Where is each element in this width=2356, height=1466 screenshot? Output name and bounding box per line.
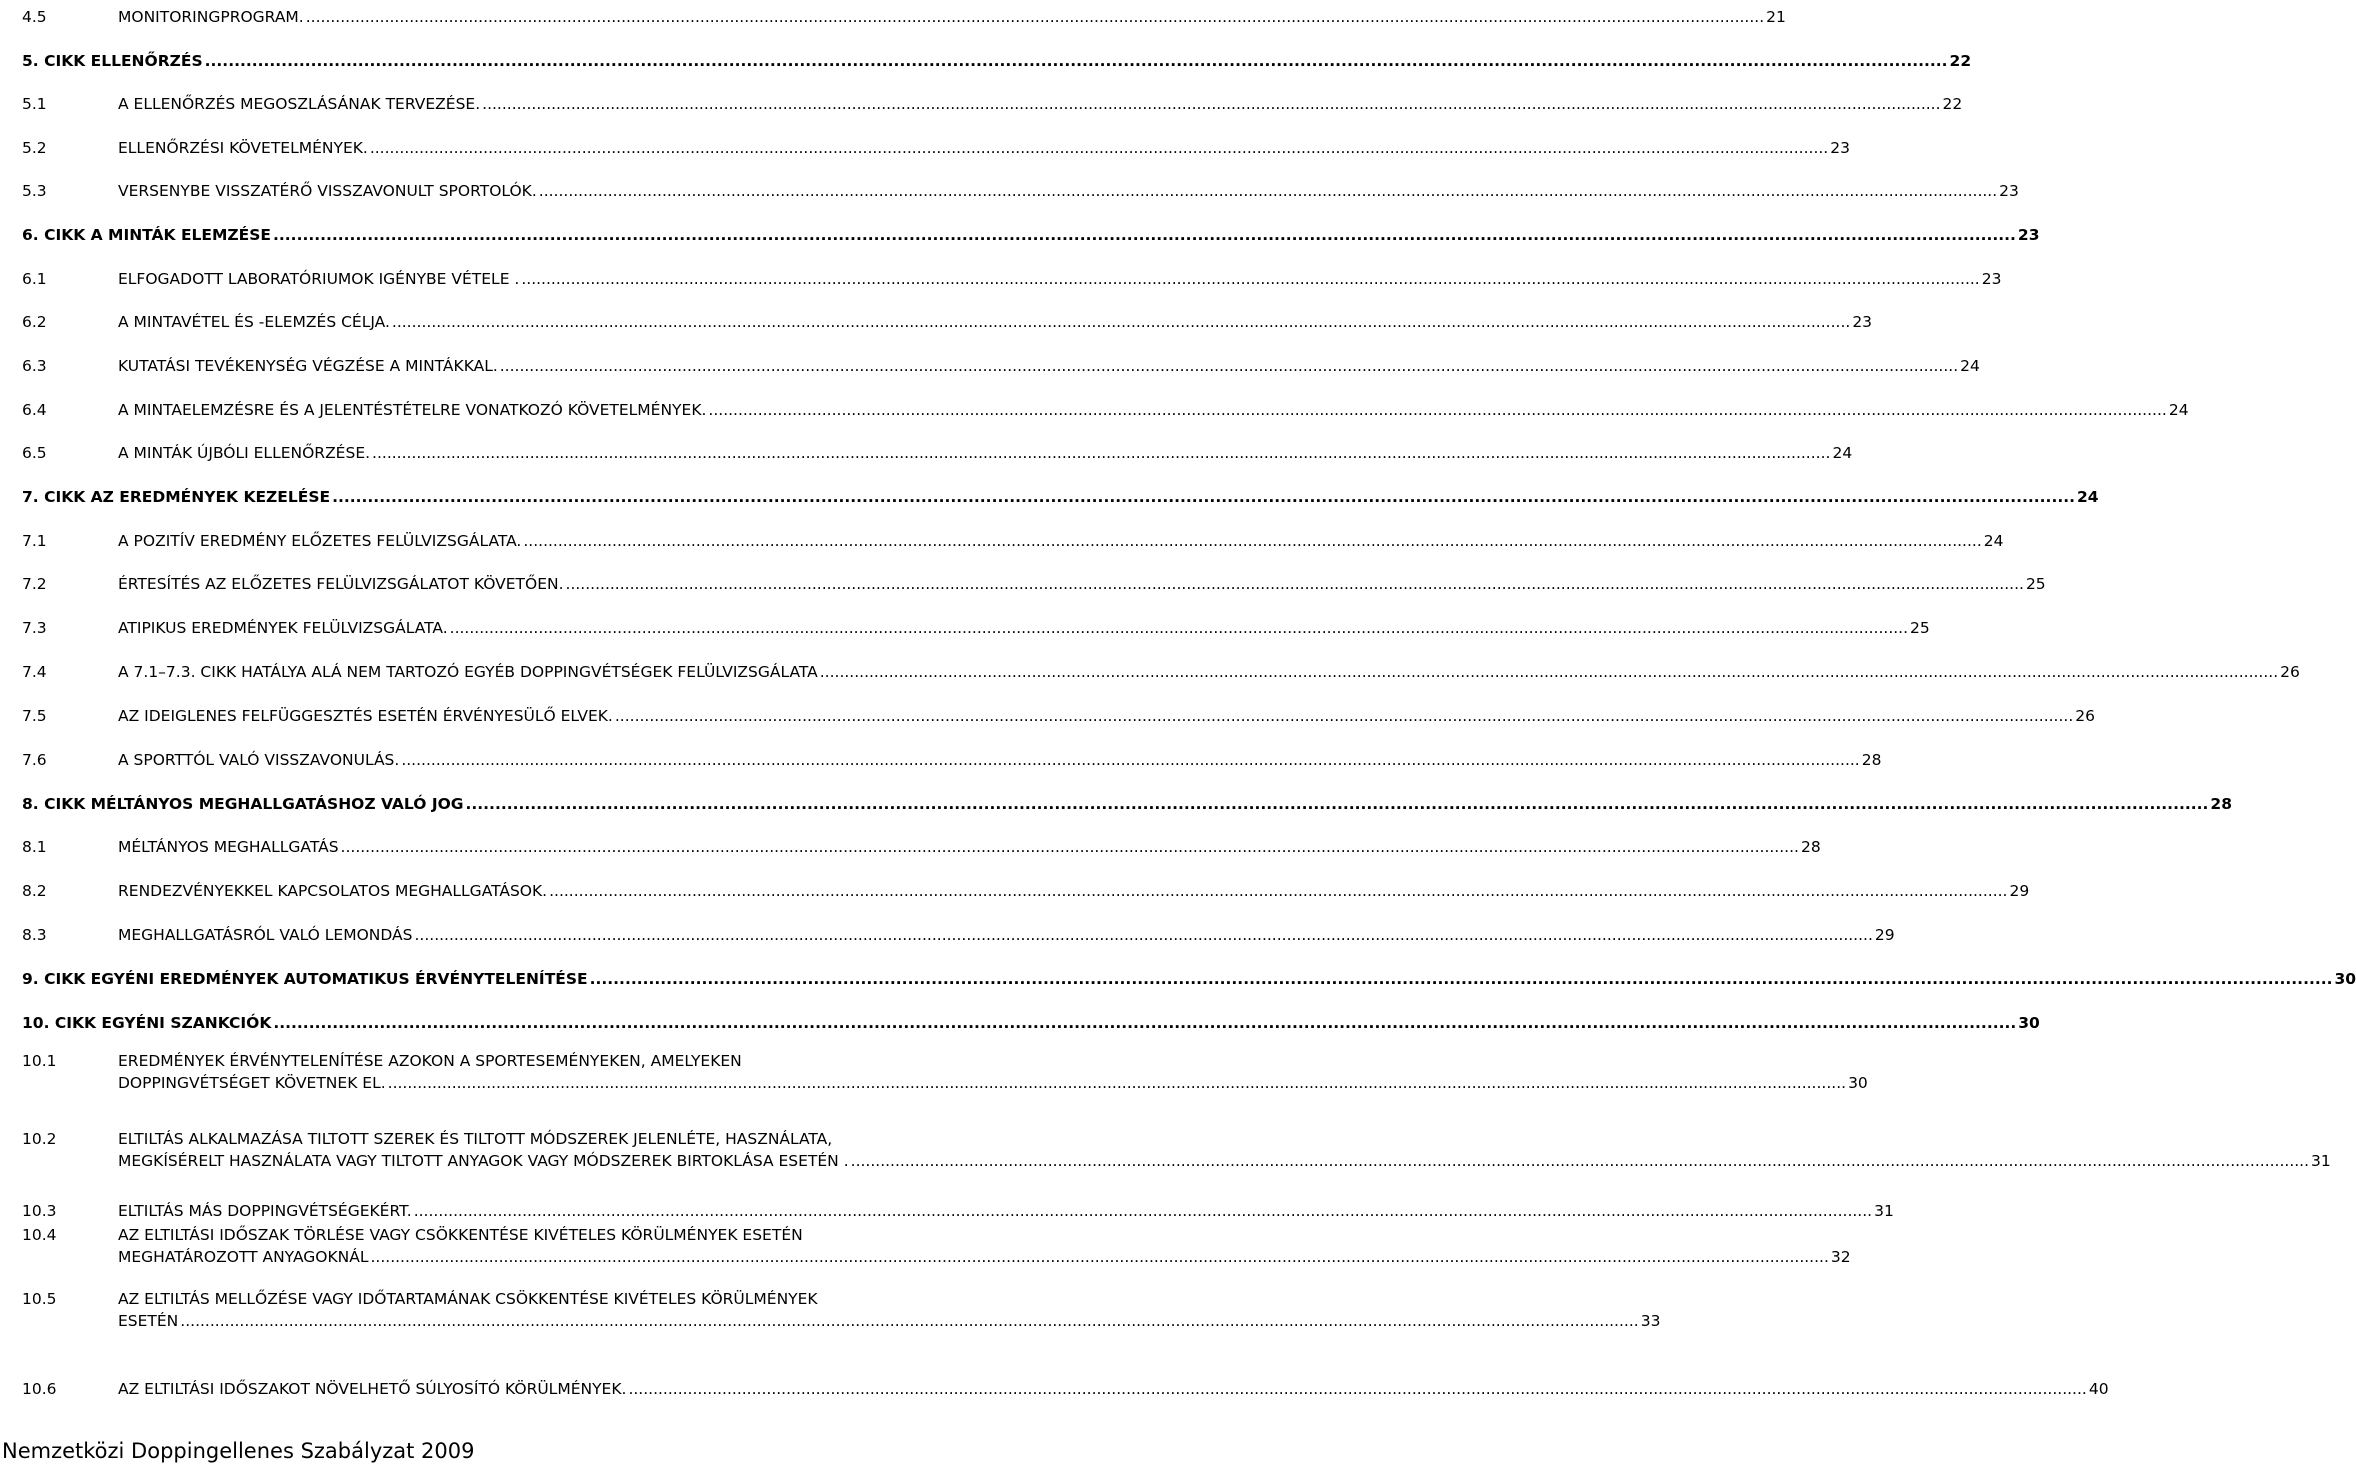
toc-entry-title: 5. CIKK ELLENŐRZÉS	[22, 52, 203, 70]
dot-leader	[205, 50, 1948, 72]
toc-entry-page-number: 25	[1910, 619, 1930, 637]
toc-entry-title: 6. CIKK A MINTÁK ELEMZÉSE	[22, 226, 272, 244]
toc-entry-number: 10.2	[22, 1130, 57, 1148]
toc-entry-title-line1: AZ ELTILTÁS MELLŐZÉSE VAGY IDŐTARTAMÁNAK CSÖKKENTÉSE KIVÉTELES KÖRÜLMÉNYEK	[118, 1290, 818, 1308]
toc-entry-page-number: 26	[2280, 663, 2300, 681]
toc-entry-title: KUTATÁSI TEVÉKENYSÉG VÉGZÉSE A MINTÁKKAL.	[118, 357, 498, 375]
toc-entry[interactable]	[22, 180, 2019, 202]
toc-entry-title: ELTILTÁS MÁS DOPPINGVÉTSÉGEKÉRT.	[118, 1202, 412, 1220]
toc-entry-number: 7.3	[22, 619, 47, 637]
toc-entry-page-number: 22	[1942, 95, 1963, 113]
toc-entry-number: 5.1	[22, 95, 47, 113]
toc-entry[interactable]	[22, 93, 1963, 115]
toc-entry-number: 4.5	[22, 8, 47, 26]
dot-leader	[372, 442, 1830, 464]
toc-entry-number: 10.5	[22, 1290, 57, 1308]
toc-entry-number: 10.1	[22, 1052, 57, 1070]
toc-entry-page-number: 23	[1852, 313, 1873, 331]
toc-entry-title: ELLENŐRZÉSI KÖVETELMÉNYEK.	[118, 139, 368, 157]
dot-leader	[851, 1150, 2309, 1172]
dot-leader	[332, 486, 2075, 508]
toc-entry-page-number: 24	[2077, 488, 2099, 506]
toc-entry-title-line1: AZ ELTILTÁSI IDŐSZAK TÖRLÉSE VAGY CSÖKKENTÉSE KIVÉTELES KÖRÜLMÉNYEK ESETÉN	[118, 1226, 803, 1244]
toc-entry[interactable]	[22, 1050, 1868, 1094]
toc-entry[interactable]	[22, 836, 1821, 858]
toc-entry[interactable]	[22, 880, 2030, 902]
toc-entry-page-number: 30	[2018, 1014, 2040, 1032]
toc-entry-title: AZ ELTILTÁSI IDŐSZAKOT NÖVELHETŐ SÚLYOSÍTÓ KÖRÜLMÉNYEK.	[118, 1380, 627, 1398]
toc-entry-title: A SPORTTÓL VALÓ VISSZAVONULÁS.	[118, 751, 400, 769]
toc-entry-number: 10.3	[22, 1202, 57, 1220]
toc-entry[interactable]	[22, 311, 1873, 333]
toc-entry-title: ESETÉN	[118, 1312, 179, 1330]
dot-leader	[500, 355, 1958, 377]
toc-entry-page-number: 23	[2017, 226, 2040, 244]
toc-entry-title: DOPPINGVÉTSÉGET KÖVETNEK EL.	[118, 1074, 386, 1092]
toc-entry[interactable]	[22, 661, 2300, 683]
dot-leader	[450, 617, 1908, 639]
toc-entry-number: 10.6	[22, 1380, 57, 1398]
dot-leader	[539, 180, 1997, 202]
toc-entry[interactable]	[22, 1378, 2109, 1400]
toc-entry-number: 8.3	[22, 926, 47, 944]
toc-entry[interactable]	[22, 705, 2095, 727]
toc-entry-title: A ELLENŐRZÉS MEGOSZLÁSÁNAK TERVEZÉSE.	[118, 95, 481, 113]
toc-entry-title: A MINTAVÉTEL ÉS -ELEMZÉS CÉLJA.	[118, 313, 390, 331]
toc-entry[interactable]	[22, 617, 1930, 639]
toc-entry[interactable]	[22, 50, 1972, 72]
dot-leader	[523, 530, 1981, 552]
toc-entry-page-number: 40	[2088, 1380, 2109, 1398]
toc-entry-page-number: 25	[2025, 575, 2046, 593]
dot-leader	[388, 1072, 1846, 1094]
toc-entry-number: 7.5	[22, 707, 47, 725]
dot-leader	[466, 793, 2209, 815]
toc-entry-number: 5.3	[22, 182, 47, 200]
toc-entry[interactable]	[22, 530, 2004, 552]
toc-entry-title: VERSENYBE VISSZATÉRŐ VISSZAVONULT SPORTOLÓK.	[118, 182, 537, 200]
dot-leader	[401, 749, 1859, 771]
toc-entry-number: 7.1	[22, 532, 47, 550]
toc-entry-title: MONITORINGPROGRAM.	[118, 8, 304, 26]
toc-entry-page-number: 30	[2334, 970, 2356, 988]
toc-entry-page-number: 23	[1999, 182, 2019, 200]
toc-entry-title: MÉLTÁNYOS MEGHALLGATÁS	[118, 838, 339, 856]
toc-entry-number: 8.1	[22, 838, 47, 856]
document-footer: Nemzetközi Doppingellenes Szabályzat 2009	[2, 1439, 475, 1463]
toc-entry[interactable]	[22, 749, 1882, 771]
toc-entry-number: 7.6	[22, 751, 47, 769]
dot-leader	[549, 880, 2007, 902]
dot-leader	[306, 6, 1764, 28]
toc-entry-page-number: 29	[1874, 926, 1895, 944]
toc-entry-page-number: 24	[1983, 532, 2004, 550]
toc-entry[interactable]	[22, 486, 2099, 508]
toc-entry-page-number: 28	[2210, 795, 2232, 813]
toc-entry-page-number: 32	[1830, 1248, 1851, 1266]
toc-entry-page-number: 26	[2075, 707, 2095, 725]
toc-entry[interactable]	[22, 1224, 1851, 1268]
toc-entry-page-number: 24	[1832, 444, 1853, 462]
dot-leader	[820, 661, 2278, 683]
toc-entry-title: A MINTÁK ÚJBÓLI ELLENŐRZÉSE.	[118, 444, 371, 462]
toc-entry[interactable]	[22, 268, 2002, 290]
dot-leader	[370, 137, 1828, 159]
toc-entry-title: ATIPIKUS EREDMÉNYEK FELÜLVIZSGÁLATA.	[118, 619, 448, 637]
toc-entry[interactable]	[22, 1128, 2331, 1172]
toc-entry[interactable]	[22, 1012, 2040, 1034]
toc-entry-number: 8.2	[22, 882, 47, 900]
toc-entry[interactable]	[22, 6, 1786, 28]
toc-entry[interactable]	[22, 573, 2046, 595]
toc-entry[interactable]	[22, 1200, 1894, 1222]
toc-entry-page-number: 31	[2311, 1152, 2331, 1170]
toc-entry-title: ELFOGADOTT LABORATÓRIUMOK IGÉNYBE VÉTELE .	[118, 270, 520, 288]
toc-entry-title: 10. CIKK EGYÉNI SZANKCIÓK	[22, 1014, 272, 1032]
toc-entry-title: 8. CIKK MÉLTÁNYOS MEGHALLGATÁSHOZ VALÓ JOG	[22, 795, 464, 813]
toc-entry-title-line1: EREDMÉNYEK ÉRVÉNYTELENÍTÉSE AZOKON A SPORTESEMÉNYEKEN, AMELYEKEN	[118, 1052, 742, 1070]
toc-entry-number: 6.2	[22, 313, 47, 331]
toc-entry-number: 6.3	[22, 357, 47, 375]
dot-leader	[392, 311, 1850, 333]
dot-leader	[482, 93, 1940, 115]
toc-entry[interactable]	[22, 137, 1850, 159]
toc-entry[interactable]	[22, 442, 1853, 464]
dot-leader	[566, 573, 2024, 595]
toc-entry-page-number: 24	[1960, 357, 1980, 375]
toc-entry-title: MEGHATÁROZOTT ANYAGOKNÁL	[118, 1248, 369, 1266]
toc-entry-title-line1: ELTILTÁS ALKALMAZÁSA TILTOTT SZEREK ÉS TILTOTT MÓDSZEREK JELENLÉTE, HASZNÁLATA,	[118, 1130, 833, 1148]
toc-entry-page-number: 22	[1949, 52, 1972, 70]
toc-entry-title: AZ IDEIGLENES FELFÜGGESZTÉS ESETÉN ÉRVÉNYESÜLŐ ELVEK.	[118, 707, 613, 725]
toc-entry[interactable]	[22, 1288, 1661, 1332]
toc-entry-number: 6.1	[22, 270, 47, 288]
dot-leader	[415, 924, 1873, 946]
toc-entry-number: 10.4	[22, 1226, 57, 1244]
dot-leader	[708, 399, 2166, 421]
toc-entry-number: 6.5	[22, 444, 47, 462]
toc-entry-number: 6.4	[22, 401, 47, 419]
toc-entry-page-number: 33	[1640, 1312, 1661, 1330]
dot-leader	[628, 1378, 2086, 1400]
dot-leader	[590, 968, 2333, 990]
toc-entry-page-number: 24	[2168, 401, 2189, 419]
dot-leader	[615, 705, 2073, 727]
toc-entry-page-number: 28	[1861, 751, 1882, 769]
toc-entry-title: A MINTAELEMZÉSRE ÉS A JELENTÉSTÉTELRE VONATKOZÓ KÖVETELMÉNYEK.	[118, 401, 707, 419]
toc-entry-number: 7.4	[22, 663, 47, 681]
toc-entry-page-number: 21	[1766, 8, 1786, 26]
toc-entry-title: A POZITÍV EREDMÉNY ELŐZETES FELÜLVIZSGÁLATA.	[118, 532, 522, 550]
toc-entry[interactable]	[22, 224, 2040, 246]
toc-entry-title: 7. CIKK AZ EREDMÉNYEK KEZELÉSE	[22, 488, 331, 506]
dot-leader	[370, 1246, 1828, 1268]
toc-entry-page-number: 28	[1800, 838, 1821, 856]
toc-entry[interactable]	[22, 924, 1895, 946]
dot-leader	[521, 268, 1979, 290]
dot-leader	[180, 1310, 1638, 1332]
dot-leader	[414, 1200, 1872, 1222]
toc-entry-title: MEGKÍSÉRELT HASZNÁLATA VAGY TILTOTT ANYAGOK VAGY MÓDSZEREK BIRTOKLÁSA ESETÉN .	[118, 1152, 849, 1170]
dot-leader	[273, 1012, 2016, 1034]
toc-entry-title: MEGHALLGATÁSRÓL VALÓ LEMONDÁS	[118, 926, 413, 944]
toc-entry[interactable]	[22, 399, 2189, 421]
toc-entry[interactable]	[22, 968, 2356, 990]
toc-entry-title: 9. CIKK EGYÉNI EREDMÉNYEK AUTOMATIKUS ÉRVÉNYTELENÍTÉSE	[22, 970, 588, 988]
toc-entry-title: ÉRTESÍTÉS AZ ELŐZETES FELÜLVIZSGÁLATOT KÖVETŐEN.	[118, 575, 564, 593]
toc-entry-number: 5.2	[22, 139, 47, 157]
toc-entry-page-number: 29	[2009, 882, 2030, 900]
toc-entry[interactable]	[22, 355, 1980, 377]
toc-entry-page-number: 30	[1848, 1074, 1868, 1092]
toc-entry-title: RENDEZVÉNYEKKEL KAPCSOLATOS MEGHALLGATÁSOK.	[118, 882, 548, 900]
dot-leader	[341, 836, 1799, 858]
dot-leader	[273, 224, 2016, 246]
toc-entry[interactable]	[22, 793, 2232, 815]
toc-entry-title: A 7.1–7.3. CIKK HATÁLYA ALÁ NEM TARTOZÓ EGYÉB DOPPINGVÉTSÉGEK FELÜLVIZSGÁLATA	[118, 663, 818, 681]
toc-entry-page-number: 23	[1981, 270, 2002, 288]
toc-entry-number: 7.2	[22, 575, 47, 593]
toc-entry-page-number: 31	[1874, 1202, 1894, 1220]
toc-entry-page-number: 23	[1830, 139, 1850, 157]
